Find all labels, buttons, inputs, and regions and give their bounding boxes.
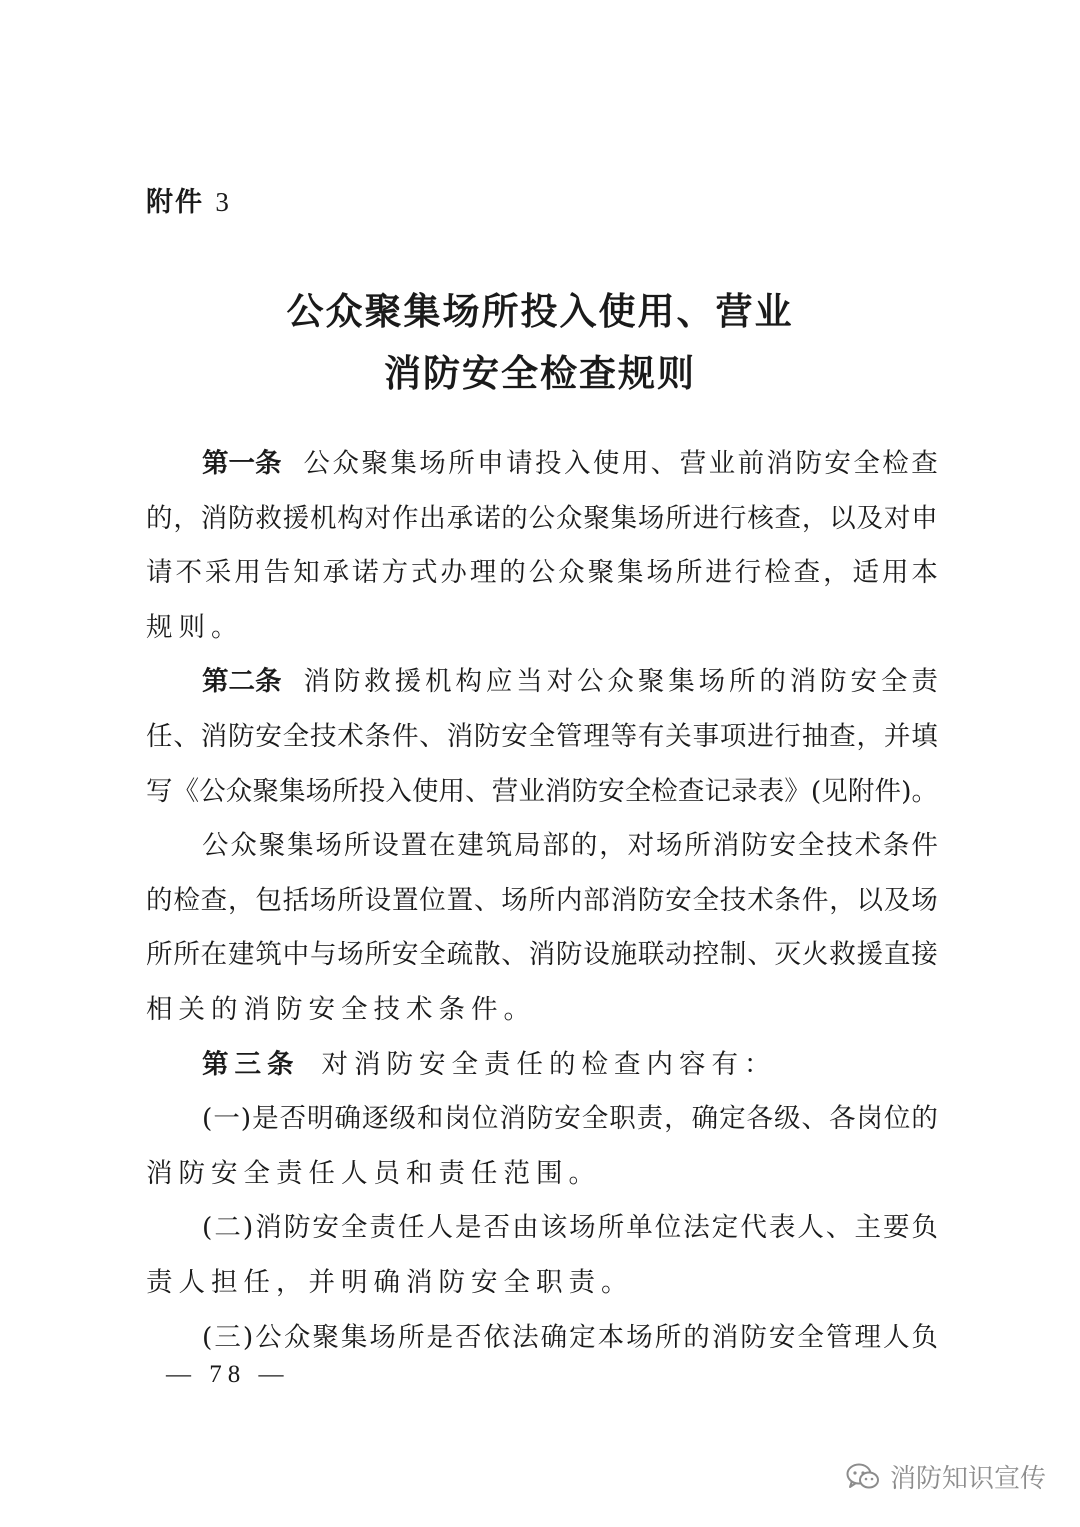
paragraph-text: 请 不 采 用 告 知 承 诺 方 式 办 理 的 公 众 聚 集 场 所 进 行 检 查 ， 适 用 本 bbox=[146, 557, 938, 589]
wechat-icon bbox=[846, 1462, 880, 1492]
paragraph-text: 的 ， 消 防 救 援 机 构 对 作 出 承 诺 的 公 众 聚 集 场 所 进 行 核 查 ， 以 及 对 申 bbox=[146, 502, 938, 534]
attachment-label bbox=[146, 182, 231, 223]
page-number: — 78 — bbox=[166, 1361, 290, 1388]
paragraph-text: 写 《 公 众 聚 集 场 所 投 入 使 用 、 营 业 消 防 安 全 检 查 记 录 表 》 ( 见 附 件 ) 。 bbox=[146, 775, 938, 807]
watermark-text: 消防知识宣传 bbox=[889, 1464, 1046, 1494]
paragraph-line bbox=[146, 1147, 938, 1202]
paragraph-text: 消 防 救 援 机 构 应 当 对 公 众 聚 集 场 所 的 消 防 安 全 责 bbox=[303, 666, 938, 698]
paragraph-text: 责人担任，并明确消防安全职责。 bbox=[146, 1266, 634, 1298]
attachment-label-text: 附件 bbox=[146, 187, 204, 218]
paragraph-text: 的 检 查 ， 包 括 场 所 设 置 位 置 、 场 所 内 部 消 防 安 全 技 术 条 件 ， 以 及 场 bbox=[146, 884, 938, 916]
paragraph-line bbox=[146, 710, 938, 765]
attachment-number: 3 bbox=[215, 187, 231, 217]
paragraph-line bbox=[146, 601, 938, 656]
document-body bbox=[146, 437, 938, 1365]
paragraph-line bbox=[146, 546, 938, 601]
paragraph-line bbox=[146, 655, 938, 710]
document-title-line-1: 公众聚集场所投入使用、营业 bbox=[286, 290, 794, 333]
paragraph-line bbox=[146, 1311, 938, 1366]
paragraph-line bbox=[146, 1256, 938, 1311]
paragraph-text: 消防安全责任人员和责任范围。 bbox=[146, 1157, 601, 1189]
paragraph-text: ( 三 ) 公 众 聚 集 场 所 是 否 依 法 确 定 本 场 所 的 消 防 安 全 管 理 人 负 bbox=[202, 1321, 938, 1353]
paragraph-line bbox=[146, 983, 938, 1038]
paragraph-line bbox=[146, 1201, 938, 1256]
paragraph-text: ( 一 ) 是 否 明 确 逐 级 和 岗 位 消 防 安 全 职 责 ， 确 定 各 级 、 各 岗 位 的 bbox=[202, 1103, 938, 1135]
paragraph-line bbox=[146, 492, 938, 547]
paragraph-line bbox=[146, 1092, 938, 1147]
paragraph-text: 任 、 消 防 安 全 技 术 条 件 、 消 防 安 全 管 理 等 有 关 事 项 进 行 抽 查 ， 并 填 bbox=[146, 720, 938, 752]
paragraph-text: 对消防安全责任的检查内容有： bbox=[321, 1048, 777, 1080]
paragraph-line bbox=[146, 874, 938, 929]
paragraph-line bbox=[146, 928, 938, 983]
article-label: 第三条 bbox=[202, 1048, 300, 1080]
paragraph-text: 公 众 聚 集 场 所 设 置 在 建 筑 局 部 的 ， 对 场 所 消 防 安 全 技 术 条 件 bbox=[202, 830, 938, 862]
article-label: 第二条 bbox=[202, 666, 282, 698]
paragraph-line bbox=[146, 1038, 938, 1093]
paragraph-text: ( 二 ) 消 防 安 全 责 任 人 是 否 由 该 场 所 单 位 法 定 代 表 人 、 主 要 负 bbox=[202, 1212, 938, 1244]
article-label: 第一条 bbox=[202, 448, 282, 479]
paragraph-text: 所 所 在 建 筑 中 与 场 所 安 全 疏 散 、 消 防 设 施 联 动 控 制 、 灭 火 救 援 直 接 bbox=[146, 939, 938, 971]
watermark bbox=[846, 1458, 1046, 1495]
paragraph-text: 相关的消防安全技术条件。 bbox=[146, 993, 536, 1025]
paragraph-line bbox=[146, 437, 938, 492]
paragraph-line bbox=[146, 765, 938, 820]
document-title-line-2: 消防安全检查规则 bbox=[384, 352, 696, 395]
paragraph-line bbox=[146, 819, 938, 874]
paragraph-text: 规则。 bbox=[146, 611, 244, 643]
paragraph-text: 公 众 聚 集 场 所 申 请 投 入 使 用 、 营 业 前 消 防 安 全 检 查 bbox=[303, 448, 938, 479]
